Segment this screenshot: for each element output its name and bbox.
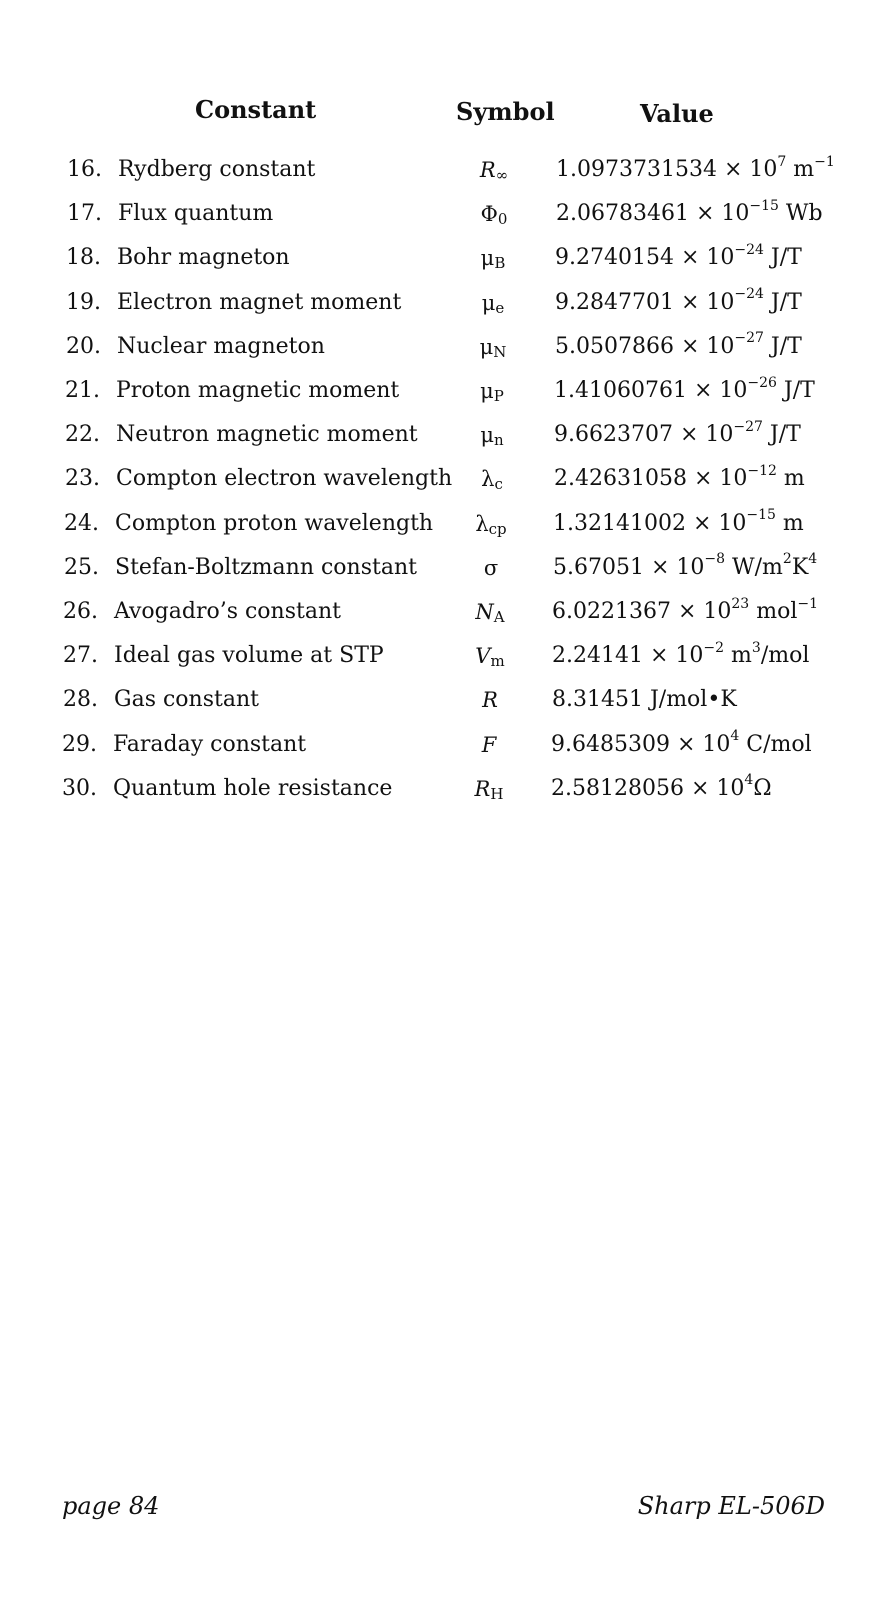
table-row [0, 548, 885, 588]
symbol-subscript: n [493, 431, 504, 450]
constant-name: Avogadro’s constant [114, 599, 341, 624]
row-number: 18. [66, 245, 101, 271]
value-unit: Ω [753, 775, 772, 801]
value-exponent: −26 [747, 374, 777, 391]
value-mantissa: 1.0973731534 × 10 [556, 157, 778, 182]
symbol-main: μ [480, 423, 494, 448]
row-number: 27. [63, 643, 98, 669]
constant-symbol [453, 327, 533, 369]
value-unit-tail: K [791, 554, 809, 580]
symbol-subscript: 0 [497, 210, 508, 229]
value-unit: J/T [763, 245, 802, 271]
constant-value [551, 725, 812, 765]
constant-symbol [452, 371, 532, 413]
value-unit: J/T [762, 422, 801, 448]
value-mantissa: 9.2847701 × 10 [555, 289, 735, 315]
value-mantissa: 9.2740154 × 10 [555, 245, 735, 271]
constant-value [553, 548, 817, 588]
value-unit: m [786, 157, 815, 182]
symbol-subscript: m [490, 652, 505, 671]
table-row [0, 371, 885, 411]
value-exponent: −2 [703, 639, 725, 656]
constant-symbol [453, 283, 533, 325]
value-mantissa: 6.0221367 × 10 [552, 599, 732, 624]
unit-exponent: 2 [782, 551, 792, 568]
value-exponent: −24 [734, 286, 764, 303]
value-exponent: −27 [734, 330, 764, 347]
row-number: 26. [63, 599, 98, 624]
table-row [0, 194, 885, 234]
device-model: Sharp EL-506D [637, 1492, 825, 1520]
unit-exponent: −1 [814, 153, 835, 170]
row-number: 20. [66, 333, 101, 359]
symbol-main: R [479, 158, 496, 182]
constant-name: Flux quantum [118, 201, 274, 227]
value-unit-tail: /mol [760, 643, 810, 669]
value-exponent: 7 [777, 153, 787, 170]
value-exponent: 23 [731, 595, 750, 612]
symbol-subscript: B [494, 254, 506, 273]
table-row [0, 504, 885, 544]
symbol-main: μ [480, 379, 494, 403]
constant-symbol [450, 636, 530, 678]
constant-name: Nuclear magneton [117, 333, 325, 359]
constant-name: Faraday constant [113, 731, 307, 757]
table-row [0, 592, 885, 632]
page-number: page 84 [62, 1492, 160, 1520]
table-row [0, 150, 885, 190]
value-exponent: −15 [746, 507, 776, 524]
symbol-main: Φ [480, 202, 498, 227]
row-number: 22. [65, 422, 100, 448]
symbol-main: V [475, 644, 491, 669]
constant-value [552, 680, 737, 720]
constant-value [552, 592, 818, 632]
symbol-main: λ [475, 511, 489, 536]
value-exponent: −12 [747, 463, 777, 480]
unit-exponent: 3 [751, 639, 761, 656]
constant-value [556, 150, 835, 190]
row-number: 19. [66, 289, 101, 315]
value-exponent: −24 [734, 242, 764, 259]
table-row [0, 238, 885, 278]
constant-symbol [451, 548, 531, 588]
value-mantissa: 1.41060761 × 10 [554, 378, 748, 403]
constant-name: Bohr magneton [117, 245, 290, 271]
constant-symbol [449, 769, 529, 811]
table-row [0, 636, 885, 676]
constant-value [554, 459, 805, 499]
table-row [0, 459, 885, 499]
constant-symbol [454, 194, 534, 236]
symbol-subscript: A [493, 608, 505, 626]
constant-symbol [450, 680, 530, 720]
constant-name: Compton electron wavelength [116, 466, 453, 492]
header-constant: Constant [195, 95, 317, 124]
symbol-main: F [481, 732, 497, 757]
constant-name: Rydberg constant [118, 157, 316, 182]
row-number: 24. [64, 510, 99, 536]
table-row [0, 415, 885, 455]
value-mantissa: 2.58128056 × 10 [551, 775, 745, 801]
value-mantissa: 2.24141 × 10 [552, 643, 704, 669]
value-mantissa: 1.32141002 × 10 [553, 510, 747, 536]
symbol-subscript: H [490, 784, 504, 803]
value-mantissa: 2.06783461 × 10 [556, 201, 750, 227]
constant-value [552, 636, 809, 676]
symbol-main: μ [479, 334, 494, 359]
row-number: 17. [67, 201, 102, 227]
value-mantissa: 5.0507866 × 10 [555, 333, 735, 359]
value-mantissa: 8.31451 J/mol•K [552, 687, 737, 713]
value-unit: J/T [776, 378, 815, 403]
constant-symbol [453, 238, 533, 280]
value-exponent: 4 [730, 728, 740, 745]
constant-symbol [454, 150, 534, 192]
symbol-main: σ [483, 555, 499, 580]
value-mantissa: 5.67051 × 10 [553, 554, 705, 580]
symbol-main: N [475, 600, 494, 624]
constant-value [556, 194, 823, 234]
constant-name: Stefan-Boltzmann constant [115, 554, 417, 580]
row-number: 30. [62, 775, 97, 801]
constant-name: Gas constant [114, 687, 259, 713]
constant-name: Proton magnetic moment [116, 378, 400, 403]
value-unit: J/T [763, 333, 802, 359]
value-unit: J/T [763, 289, 802, 315]
table-row [0, 327, 885, 367]
constant-value [554, 371, 815, 411]
value-exponent: 4 [744, 772, 754, 789]
row-number: 25. [64, 554, 99, 580]
symbol-subscript: ∞ [495, 166, 509, 184]
constant-symbol [451, 504, 531, 546]
constant-value [555, 238, 802, 278]
symbol-main: R [474, 776, 491, 801]
unit-exponent: −1 [797, 595, 818, 612]
value-exponent: −8 [704, 551, 726, 568]
constant-symbol [450, 592, 530, 634]
constant-value [555, 327, 802, 367]
symbol-main: μ [480, 246, 495, 271]
value-exponent: −27 [733, 418, 763, 435]
value-mantissa: 9.6485309 × 10 [551, 731, 731, 757]
symbol-main: λ [481, 467, 495, 492]
symbol-main: μ [481, 290, 496, 315]
row-number: 21. [65, 378, 100, 403]
constant-name: Quantum hole resistance [113, 775, 393, 801]
row-number: 29. [62, 731, 97, 757]
header-symbol: Symbol [456, 97, 555, 126]
constant-value [555, 283, 802, 323]
constant-value [553, 504, 804, 544]
value-unit: W/m [725, 554, 783, 580]
header-value: Value [640, 99, 714, 128]
symbol-subscript: N [493, 342, 507, 361]
table-row [0, 769, 885, 809]
constant-symbol [452, 459, 532, 501]
symbol-subscript: e [495, 298, 505, 317]
value-unit: m [724, 643, 752, 669]
value-unit: Wb [778, 201, 823, 227]
table-row [0, 283, 885, 323]
value-exponent: −15 [749, 197, 779, 214]
value-unit: m [775, 510, 804, 536]
unit-exponent-2: 4 [808, 551, 818, 568]
row-number: 23. [65, 466, 100, 492]
table-header [0, 90, 885, 130]
constant-symbol [452, 415, 532, 457]
symbol-subscript: c [494, 475, 503, 494]
value-mantissa: 2.42631058 × 10 [554, 466, 748, 492]
symbol-subscript: cp [488, 519, 507, 538]
value-unit: C/mol [739, 731, 812, 757]
constant-value [554, 415, 801, 455]
value-mantissa: 9.6623707 × 10 [554, 422, 734, 448]
constant-name: Ideal gas volume at STP [114, 643, 384, 669]
constant-name: Electron magnet moment [117, 289, 402, 315]
symbol-main: R [482, 688, 498, 713]
row-number: 16. [67, 157, 102, 182]
row-number: 28. [63, 687, 98, 713]
constant-value [551, 769, 772, 809]
value-unit: m [776, 466, 805, 492]
table-row [0, 680, 885, 720]
constant-symbol [449, 725, 529, 765]
constant-name: Neutron magnetic moment [116, 422, 418, 448]
constant-name: Compton proton wavelength [115, 510, 434, 536]
value-unit: mol [749, 599, 798, 624]
table-row [0, 725, 885, 765]
symbol-subscript: P [493, 387, 504, 405]
